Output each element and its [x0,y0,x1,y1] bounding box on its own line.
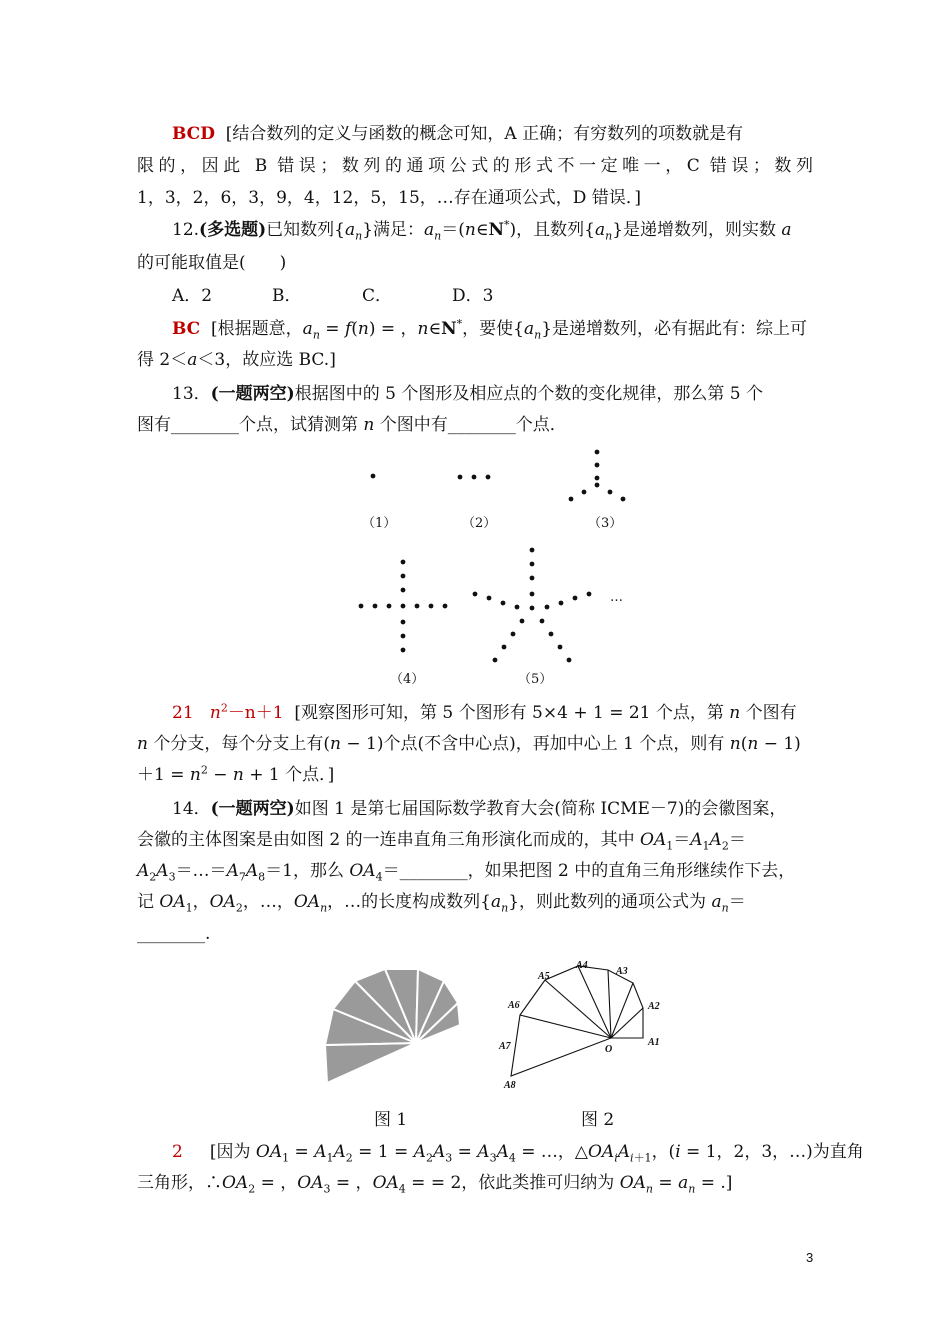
q14-ans2e: = [653,1173,679,1193]
q14-line4b: ， [192,892,210,912]
right-triangle-spiral-figure [498,958,673,1093]
q13-ans3b: − [207,765,233,785]
q13-answer-b-rest: －n＋1 [227,703,284,723]
q14-ans2c: = ， [330,1173,373,1193]
point-a4-label: A4 [576,960,588,971]
q14-ans1g: = 1，2，3，…)为直角 [680,1142,864,1162]
dot-figure-label-3: （3） [588,516,623,531]
q14-answer-line2: 三角形，$\therefore OA_2$ = ，$OA_3$ = ，$OA_4$ = = 2，依此类推可归纳为 $OA_n = a_n$ = .] [137,1173,733,1196]
q14-line2b: ＝ [673,830,691,850]
q12-ans-e: ∈ [428,319,442,339]
q13-answer-line2: n 个分支，每个分支上有(n − 1)个点(不含中心点)，再加中心上 1 个点，则有 n(n − 1) [137,734,801,754]
q14-ans1e: = …，△ [515,1142,588,1162]
q13-stem-line2: 图有________个点，试猜测第 n 个图中有________个点． [137,415,567,435]
q12-ans2-b: ＜3，故应选 BC.] [197,350,336,370]
q12-ans-b: = [319,319,345,339]
q14-ans1f: ，( [651,1142,676,1162]
q13-tag: (一题两空) [210,384,295,404]
q14-line4d: ，…的长度构成数列{ [327,892,491,912]
point-a5-label: A5 [538,971,550,982]
q14-line4f: ＝ [728,892,746,912]
q14-line4a: 记 [137,892,160,912]
q14-stem-line2: 会徽的主体图案是由如图 2 的一连串直角三角形演化而成的，其中 $OA_1=A_1A_2=$ [137,830,746,853]
q14-line4e: }，则此数列的通项公式为 [508,892,712,912]
q11-answer-line3: 1，3，2，6，3，9，4，12，5，15，…存在通项公式，D 错误．] [137,188,641,208]
q13-dot-figures [340,440,660,690]
icme-emblem-figure [322,965,462,1090]
q13-line2-a: 图有________个点，试猜测第 [137,415,364,435]
dot-figure-label-4: （4） [390,672,425,687]
q14-line4c: ，…， [242,892,294,912]
q12-stem-line2: 的可能取值是( ) [137,253,287,273]
q12-tag: (多选题) [199,220,267,240]
q12-ans2-a: 得 2＜ [137,350,188,370]
point-a6-label: A6 [508,1000,520,1011]
figure1-caption: 图 1 [374,1110,408,1130]
q13-ans2d: − 1) [758,734,801,754]
q14-line3c: ＝________，如果把图 2 中的直角三角形继续作下去， [382,861,796,881]
q14-ans1b: = [289,1142,315,1162]
q12-ans-a: [根据题意， [211,319,303,339]
q11-answer-label: BCD [172,124,215,144]
q14-line1-text: 如图 1 是第七届国际数学教育大会(简称 ICME－7)的会徽图案， [294,799,787,819]
q14-stem-line1 [172,796,852,822]
dot-figure-2 [458,475,491,480]
q14-stem-line3: $A_2A_3=\dots=A_7A_8=1$，那么 $OA_4=\_\_\_\_\_\_\_\_$，如果把图 2 中的直角三角形继续作下去， [137,861,796,884]
q13-answer-line1: 21 $n^2-n+1$ [观察图形可知，第 5 个图形有 5×4 + 1 = 21 个点，第 n 个图有 [172,701,797,723]
dot-figure-label-2: （2） [462,516,497,531]
q11-answer-line1 [172,121,852,147]
q12-stem-line1: 12.(多选题)已知数列$\{a_n\}$满足：$a_n=(n\in N^*)$，且数列$\{a_n\}$是递增数列，则实数 a [172,218,792,243]
q14-stem-line4: 记 $OA_1$，$OA_2$，…，$OA_n$，…的长度构成数列$\{a_n\}$，则此数列的通项公式为 $a_n=$ [137,892,746,915]
q14-ans2f: = .] [695,1173,733,1193]
q12-option-c: C． [362,286,393,306]
dot-figure-ellipsis: … [610,590,623,605]
q13-line1-text: 根据图中的 5 个图形及相应点的个数的变化规律，那么第 5 个 [294,384,763,404]
q12-answer-line2: 得 2＜a＜3，故应选 BC.] [137,350,336,370]
q14-answer-line1: 2 [因为 $OA_1 = A_1A_2 = 1 = A_2A_3 = A_3A_4$ = …，$\triangle OA_iA_{i+1}$，(i = 1，2，3，…)为直角 [172,1142,864,1165]
q13-answer-b-exp: 2 [220,701,228,715]
q12-option-b: B． [272,286,302,306]
q13-line2-b: 个图中有________个点． [374,415,567,435]
q14-line2a: 会徽的主体图案是由如图 2 的一连串直角三角形演化而成的，其中 [137,830,641,850]
figure2-caption: 图 2 [581,1110,615,1130]
q12-ans-d: ) = ， [368,319,418,339]
point-a3-label: A3 [616,966,628,977]
q12-stem-c: ＝( [441,220,465,240]
q11-answer-text1: [结合数列的定义与函数的概念可知，A 正确；有穷数列的项数就是有 [225,124,744,144]
q12-option-d: D．3 [452,286,494,306]
q14-ans2b: = ， [255,1173,298,1193]
q14-tag: (一题两空) [210,799,295,819]
q12-ans-g: }是递增数列，必有据此有：综上可 [541,319,808,339]
q13-ans3a: ＋1 = [137,765,190,785]
q12-ans-c: ( [351,319,358,339]
q14-ans1c: = 1 = [352,1142,414,1162]
q14-ans2d: = = 2，依此类推可归纳为 [405,1173,620,1193]
q13-stem-line1 [172,381,852,407]
point-a7-label: A7 [499,1041,511,1052]
q12-stem-b: }满足： [362,220,425,240]
q14-ans1a: [因为 [209,1142,256,1162]
q13-ans2a: 个分支，每个分支上有( [147,734,330,754]
page-number: 3 [806,1250,814,1265]
q13-ans2c: ( [740,734,748,754]
q13-ans2b: − 1)个点(不含中心点)，再加中心上 1 个点，则有 [340,734,730,754]
point-a2-label: A2 [648,1001,660,1012]
q13-answer-a: 21 [172,703,194,723]
q12-answer-line1: BC [根据题意，$a_n = f(n)$ = ，n∈N*，要使$\{a_n\}$是递增数列，必有据此有：综上可 [172,317,808,342]
dot-figure-label-1: （1） [362,516,397,531]
q12-option-a: A．2 [172,286,213,306]
q14-answer-label: 2 [172,1142,183,1162]
q14-number: 14． [172,799,211,819]
q13-answer-line3: $+1 = n^2 - n + 1$ 个点．] [137,763,335,785]
q14-ans2a: 三角形，∴ [137,1173,222,1193]
point-a1-label: A1 [648,1037,660,1048]
dot-figure-3 [569,450,626,502]
q12-ans-f: ，要使{ [462,319,524,339]
q12-stem-d: ∈ [475,220,489,240]
q14-line3b: ＝1，那么 [265,861,350,881]
q12-answer-label: BC [172,319,201,339]
q14-line3a: ＝…＝ [175,861,227,881]
q14-line2c: ＝ [728,830,746,850]
dot-figure-1 [371,474,376,479]
q13-ans1b: 个图有 [740,703,797,723]
q13-number: 13． [172,384,211,404]
dot-figure-4 [359,560,448,653]
q13-ans3c: + 1 个点．] [243,765,335,785]
point-o-label: O [605,1044,613,1055]
q14-stem-line5: ________. [137,924,211,944]
q12-stem-f: }是递增数列，则实数 [612,220,777,240]
dot-figure-5 [473,548,592,663]
q12-stem-a: 已知数列{ [266,220,345,240]
dot-figure-label-5: （5） [518,672,553,687]
q11-answer-line2: 限的，因此 B 错误；数列的通项公式的形式不一定唯一，C 错误；数列 [137,156,813,176]
point-a8-label: A8 [504,1080,516,1091]
q12-number: 12. [172,220,200,240]
q14-ans1d: = [452,1142,478,1162]
q13-ans1: [观察图形可知，第 5 个图形有 5×4 + 1 = 21 个点，第 [294,703,730,723]
